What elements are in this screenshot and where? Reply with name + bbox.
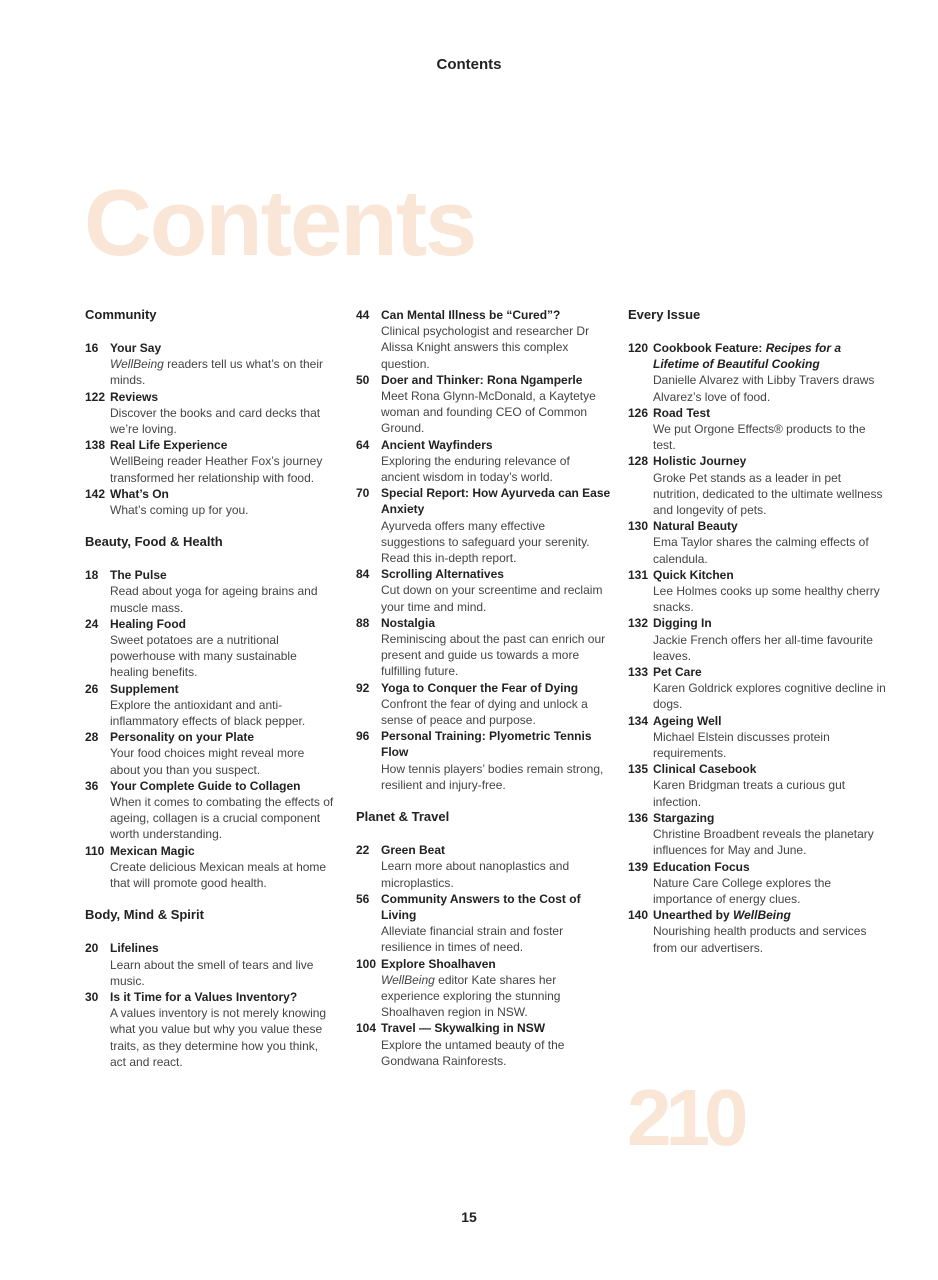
entry-description-text: Confront the fear of dying and unlock a sense of peace and purpose. xyxy=(381,696,588,728)
entry-title-text: Personality on your Plate xyxy=(110,730,255,745)
page-number: 15 xyxy=(461,1209,477,1225)
entry-body xyxy=(110,389,335,438)
entry-title xyxy=(381,615,611,631)
entry-page-number: 20 xyxy=(85,941,99,956)
entry-description xyxy=(110,453,335,485)
entry-title xyxy=(653,761,888,777)
entry-page-number: 138 xyxy=(85,438,106,453)
entry-page-number: 126 xyxy=(628,405,649,420)
entry-page-number: 22 xyxy=(356,843,370,858)
entry-description-text: Create delicious Mexican meals at home that will promote good health. xyxy=(110,859,327,891)
entry-description-text: Alleviate financial strain and foster resilience in times of need. xyxy=(381,924,564,955)
entry-page-number: 140 xyxy=(628,908,649,923)
entry-page-number: 96 xyxy=(356,729,370,744)
contents-entry xyxy=(85,389,335,438)
entry-title-text: Explore Shoalhaven xyxy=(381,956,496,971)
entry-page-number: 133 xyxy=(628,665,649,680)
contents-entry xyxy=(85,989,335,1070)
entry-body xyxy=(653,713,888,762)
entry-description-text: Learn more about nanoplastics and microplastics. xyxy=(381,859,570,890)
entry-description xyxy=(381,1037,611,1069)
entry-body xyxy=(653,340,888,405)
contents-entry xyxy=(356,437,611,486)
entry-description xyxy=(653,534,888,566)
entry-title-text: Cookbook Feature: xyxy=(653,341,766,355)
entry-description xyxy=(110,502,335,518)
entry-title-text: Quick Kitchen xyxy=(653,567,734,582)
contents-entry xyxy=(356,307,611,372)
entry-title xyxy=(381,566,611,582)
entry-description-text: Exploring the enduring relevance of ancient wisdom in today’s world. xyxy=(381,453,570,485)
contents-entry xyxy=(85,567,335,616)
entry-description xyxy=(110,632,335,681)
entry-title xyxy=(110,616,335,632)
entry-title xyxy=(653,907,888,923)
entry-title-text: Road Test xyxy=(653,405,711,420)
entry-description xyxy=(653,372,888,404)
entry-page-number: 131 xyxy=(628,567,649,582)
entry-title-text: Can Mental Illness be “Cured”? xyxy=(381,308,561,322)
contents-entry xyxy=(85,940,335,989)
entry-description xyxy=(381,972,611,1021)
entry-title xyxy=(653,518,888,534)
entry-description xyxy=(381,696,611,728)
entry-title-text: Unearthed by xyxy=(653,908,734,923)
entry-page-number: 30 xyxy=(85,989,99,1004)
entry-title-text: Ageing Well xyxy=(653,713,722,728)
contents-entry xyxy=(628,615,888,664)
contents-entry xyxy=(628,340,888,405)
entry-description-text: Jackie French offers her all-time favourite leaves. xyxy=(653,632,873,663)
entry-page-number: 28 xyxy=(85,730,99,745)
contents-section xyxy=(356,307,611,793)
contents-entry xyxy=(356,372,611,437)
entry-description-text: Explore the antioxidant and anti-inflammatory effects of black pepper. xyxy=(110,697,306,729)
contents-entry xyxy=(356,680,611,729)
entry-body xyxy=(110,616,335,681)
entry-title-text: Digging In xyxy=(653,616,712,631)
entry-title xyxy=(381,891,611,923)
entry-page-number: 130 xyxy=(628,519,649,534)
entry-description-text: Ayurveda offers many effective suggestions to safeguard your serenity. Read this in-depth report. xyxy=(381,518,590,566)
entry-description-text: Karen Goldrick explores cognitive decline in dogs. xyxy=(653,681,886,712)
entry-description-text: How tennis players’ bodies remain strong, resilient and injury-free. xyxy=(381,761,604,792)
contents-entry xyxy=(356,728,611,793)
entry-title-text: Travel — Skywalking in NSW xyxy=(381,1021,546,1036)
entry-description-text: Learn about the smell of tears and live music. xyxy=(110,957,314,988)
contents-entry xyxy=(356,956,611,1021)
entry-description xyxy=(653,421,888,453)
entry-description xyxy=(381,453,611,485)
contents-section xyxy=(85,307,335,518)
entry-title xyxy=(381,437,611,453)
contents-entry xyxy=(628,859,888,908)
contents-column-2 xyxy=(356,307,611,1069)
entry-description-text: Meet Rona Glynn-McDonald, a Kaytetye woman and founding CEO of Common Ground. xyxy=(381,389,596,436)
entry-page-number: 139 xyxy=(628,859,649,874)
entry-description-text: Your food choices might reveal more about you than you suspect. xyxy=(110,746,305,777)
entry-body xyxy=(381,1020,611,1069)
entry-description xyxy=(653,680,888,712)
entry-description xyxy=(653,470,888,519)
entry-description-text: Sweet potatoes are a nutritional powerhouse with many sustainable healing benefits. xyxy=(110,633,297,680)
entry-title-text: Holistic Journey xyxy=(653,454,747,469)
entry-description xyxy=(110,583,335,615)
entry-title xyxy=(110,681,335,697)
entry-page-number: 84 xyxy=(356,567,370,582)
entry-body xyxy=(110,340,335,389)
entry-description xyxy=(381,582,611,614)
entry-title-text: Reviews xyxy=(110,389,159,404)
entry-description xyxy=(110,859,335,891)
section-heading: Planet & Travel xyxy=(356,809,450,825)
entry-description xyxy=(381,761,611,793)
entry-title xyxy=(381,372,611,388)
entry-description-text: Reminiscing about the past can enrich our present and guide us towards a more fulfilling future. xyxy=(381,632,606,679)
entry-description-text: readers tell us what’s on their minds. xyxy=(110,357,324,388)
entry-body xyxy=(653,453,888,518)
entry-page-number: 136 xyxy=(628,810,649,825)
entry-description xyxy=(110,957,335,989)
entry-page-number: 100 xyxy=(356,956,377,971)
entry-page-number: 128 xyxy=(628,454,649,469)
contents-column-1 xyxy=(85,307,335,1070)
contents-entry xyxy=(85,616,335,681)
entry-page-number: 92 xyxy=(356,680,370,695)
entry-description xyxy=(110,1005,335,1070)
entry-title xyxy=(110,729,335,745)
entry-description-text: Danielle Alvarez with Libby Travers draws Alvarez’s love of food. xyxy=(653,373,875,404)
entry-body xyxy=(381,437,611,486)
contents-entry xyxy=(356,615,611,680)
entry-page-number: 142 xyxy=(85,486,106,501)
contents-entry xyxy=(85,486,335,518)
entry-body xyxy=(381,891,611,956)
entry-description-text: We put Orgone Effects® products to the test. xyxy=(653,422,866,453)
entry-title-text: Green Beat xyxy=(381,843,446,858)
entry-description-italic: WellBeing xyxy=(381,972,435,987)
entry-title xyxy=(110,340,335,356)
entry-description-text: Michael Elstein discusses protein requirements. xyxy=(653,729,830,761)
entry-title xyxy=(381,485,611,517)
entry-body xyxy=(381,372,611,437)
entry-title-text: Scrolling Alternatives xyxy=(381,567,504,582)
entry-title xyxy=(653,859,888,875)
entry-description-text: editor Kate shares her experience exploring the stunning Shoalhaven region in NSW. xyxy=(381,972,561,1020)
entry-body xyxy=(110,940,335,989)
entry-page-number: 132 xyxy=(628,616,649,631)
entry-body xyxy=(110,843,335,892)
contents-entry xyxy=(356,1020,611,1069)
entry-title xyxy=(653,453,888,469)
entry-description xyxy=(653,777,888,809)
entry-description-text: Karen Bridgman treats a curious gut infection. xyxy=(653,778,846,809)
contents-section xyxy=(356,809,611,1069)
entry-description xyxy=(653,729,888,761)
entry-title-text: Ancient Wayfinders xyxy=(381,437,493,452)
entry-description xyxy=(653,632,888,664)
entry-page-number: 18 xyxy=(85,568,99,583)
entry-page-number: 70 xyxy=(356,486,370,501)
entry-body xyxy=(381,842,611,891)
entry-title-text: Community Answers to the Cost of Living xyxy=(381,891,581,922)
entry-title xyxy=(653,664,888,680)
entry-title-text: The Pulse xyxy=(110,568,167,583)
entry-title xyxy=(381,1020,611,1036)
contents-column-3 xyxy=(628,307,888,956)
entry-body xyxy=(653,664,888,713)
entry-body xyxy=(653,761,888,810)
entry-description-text: WellBeing reader Heather Fox’s journey transformed her relationship with food. xyxy=(110,454,323,485)
entry-title-text: Pet Care xyxy=(653,665,702,680)
contents-entry xyxy=(356,891,611,956)
entry-title-text: Clinical Casebook xyxy=(653,762,757,777)
contents-entry xyxy=(85,729,335,778)
entry-body xyxy=(110,437,335,486)
contents-entry xyxy=(628,713,888,762)
entry-body xyxy=(381,307,611,372)
entry-title-text: Mexican Magic xyxy=(110,843,195,858)
section-heading: Community xyxy=(85,307,157,322)
entry-title xyxy=(110,940,335,956)
contents-entry xyxy=(628,567,888,616)
entry-description xyxy=(653,583,888,615)
section-heading: Body, Mind & Spirit xyxy=(85,907,204,923)
entry-description-text: When it comes to combating the effects of ageing, collagen is a crucial component worth understanding. xyxy=(110,795,334,842)
entry-body xyxy=(110,729,335,778)
entry-title-text: Healing Food xyxy=(110,616,186,631)
entry-page-number: 36 xyxy=(85,778,99,793)
entry-title xyxy=(653,713,888,729)
entry-body xyxy=(381,956,611,1021)
entry-description-italic: WellBeing xyxy=(110,357,164,372)
entry-page-number: 44 xyxy=(356,308,370,322)
entry-description-text: Nature Care College explores the importance of energy clues. xyxy=(653,875,832,906)
entry-title-text: Is it Time for a Values Inventory? xyxy=(110,989,298,1004)
entry-description xyxy=(110,356,335,388)
entry-description-text: What’s coming up for you. xyxy=(110,503,249,518)
entry-title-text: Your Say xyxy=(110,341,162,355)
contents-entry xyxy=(85,778,335,843)
entry-body xyxy=(110,778,335,843)
entry-title xyxy=(381,842,611,858)
entry-title-text: Doer and Thinker: Rona Ngamperle xyxy=(381,372,583,387)
entry-title xyxy=(110,989,335,1005)
entry-description xyxy=(381,631,611,680)
entry-description xyxy=(653,875,888,907)
entry-description-text: A values inventory is not merely knowing what you value but why you value these traits, as they determine how you think, act and react. xyxy=(110,1006,327,1069)
contents-entry xyxy=(628,664,888,713)
entry-body xyxy=(381,728,611,793)
entry-title-italic: Recipes for a Lifetime of Beautiful Cooking xyxy=(653,341,842,372)
entry-body xyxy=(653,810,888,859)
issue-number: 210 xyxy=(627,1073,743,1162)
entry-description-text: Discover the books and card decks that we’re loving. xyxy=(110,405,321,437)
entry-page-number: 122 xyxy=(85,389,106,404)
entry-title xyxy=(653,405,888,421)
entry-description-text: Read about yoga for ageing brains and muscle mass. xyxy=(110,584,318,615)
entry-title xyxy=(381,680,611,696)
entry-title-text: Yoga to Conquer the Fear of Dying xyxy=(381,680,579,695)
entry-body xyxy=(653,405,888,454)
entry-description-text: Cut down on your screentime and reclaim your time and mind. xyxy=(381,583,603,614)
entry-page-number: 120 xyxy=(628,341,649,355)
entry-title xyxy=(653,810,888,826)
entry-title-text: Supplement xyxy=(110,681,179,696)
entry-title xyxy=(110,843,335,859)
contents-section xyxy=(628,307,888,956)
entry-description xyxy=(381,923,611,955)
entry-description-text: Ema Taylor shares the calming effects of calendula. xyxy=(653,535,869,566)
running-head: Contents xyxy=(436,56,502,73)
entry-description xyxy=(381,388,611,437)
entry-description xyxy=(110,697,335,729)
entry-description-text: Groke Pet stands as a leader in pet nutrition, dedicated to the ultimate wellness and longevity of pets. xyxy=(653,470,883,518)
entry-body xyxy=(110,989,335,1070)
entry-title-text: Your Complete Guide to Collagen xyxy=(110,778,301,793)
entry-description-text: Explore the untamed beauty of the Gondwana Rainforests. xyxy=(381,1037,565,1068)
entry-title xyxy=(381,307,611,323)
entry-body xyxy=(653,567,888,616)
contents-entry xyxy=(356,566,611,615)
entry-description-text: Nourishing health products and services from our advertisers. xyxy=(653,924,867,955)
contents-section xyxy=(85,907,335,1070)
entry-description xyxy=(110,794,335,843)
entry-title-text: What’s On xyxy=(110,486,169,501)
section-heading: Beauty, Food & Health xyxy=(85,534,223,550)
entry-page-number: 24 xyxy=(85,616,99,631)
entry-page-number: 135 xyxy=(628,762,649,777)
entry-page-number: 88 xyxy=(356,615,370,630)
contents-entry xyxy=(628,453,888,518)
entry-page-number: 104 xyxy=(356,1021,377,1036)
entry-body xyxy=(653,859,888,908)
entry-title xyxy=(653,340,888,372)
entry-body xyxy=(110,486,335,518)
page-title: Contents xyxy=(84,170,476,275)
entry-page-number: 16 xyxy=(85,341,99,355)
entry-description-text: Lee Holmes cooks up some healthy cherry snacks. xyxy=(653,584,880,615)
entry-description xyxy=(381,858,611,890)
entry-body xyxy=(381,566,611,615)
contents-entry xyxy=(628,761,888,810)
entry-body xyxy=(653,615,888,664)
entry-title xyxy=(110,567,335,583)
entry-page-number: 56 xyxy=(356,891,370,906)
entry-title xyxy=(653,615,888,631)
entry-body xyxy=(381,615,611,680)
entry-page-number: 26 xyxy=(85,681,99,696)
entry-title-text: Personal Training: Plyometric Tennis Flow xyxy=(381,729,592,760)
entry-description xyxy=(653,826,888,858)
contents-entry xyxy=(356,842,611,891)
entry-title xyxy=(110,389,335,405)
contents-entry xyxy=(628,907,888,956)
entry-description xyxy=(381,323,611,372)
entry-description xyxy=(381,518,611,567)
entry-title-text: Special Report: How Ayurveda can Ease Anxiety xyxy=(381,486,611,517)
entry-body xyxy=(381,680,611,729)
contents-entry xyxy=(628,405,888,454)
entry-page-number: 134 xyxy=(628,713,649,728)
entry-description xyxy=(110,405,335,437)
entry-description-text: Christine Broadbent reveals the planetary influences for May and June. xyxy=(653,827,874,858)
contents-entry xyxy=(628,518,888,567)
contents-entry xyxy=(85,843,335,892)
entry-title-text: Natural Beauty xyxy=(653,519,738,534)
entry-page-number: 110 xyxy=(85,843,105,858)
entry-title-text: Stargazing xyxy=(653,810,715,825)
contents-entry xyxy=(356,485,611,566)
entry-body xyxy=(381,485,611,566)
entry-title-text: Lifelines xyxy=(110,941,159,956)
entry-title xyxy=(110,486,335,502)
entry-title-text: Real Life Experience xyxy=(110,438,228,453)
section-heading: Every Issue xyxy=(628,307,701,322)
entry-title xyxy=(653,567,888,583)
contents-entry xyxy=(85,681,335,730)
entry-title-italic: WellBeing xyxy=(733,908,791,923)
entry-page-number: 64 xyxy=(356,437,370,452)
contents-entry xyxy=(85,437,335,486)
entry-body xyxy=(653,907,888,956)
entry-description xyxy=(653,923,888,955)
entry-title-text: Education Focus xyxy=(653,859,750,874)
entry-title-text: Nostalgia xyxy=(381,615,436,630)
contents-entry xyxy=(628,810,888,859)
entry-title xyxy=(110,778,335,794)
entry-description xyxy=(110,745,335,777)
contents-section xyxy=(85,534,335,891)
entry-title xyxy=(110,437,335,453)
entry-title xyxy=(381,728,611,760)
entry-description-text: Clinical psychologist and researcher Dr Alissa Knight answers this complex question. xyxy=(381,324,590,371)
entry-page-number: 50 xyxy=(356,372,370,387)
entry-body xyxy=(653,518,888,567)
entry-body xyxy=(110,567,335,616)
entry-title xyxy=(381,956,611,972)
entry-body xyxy=(110,681,335,730)
contents-entry xyxy=(85,340,335,389)
